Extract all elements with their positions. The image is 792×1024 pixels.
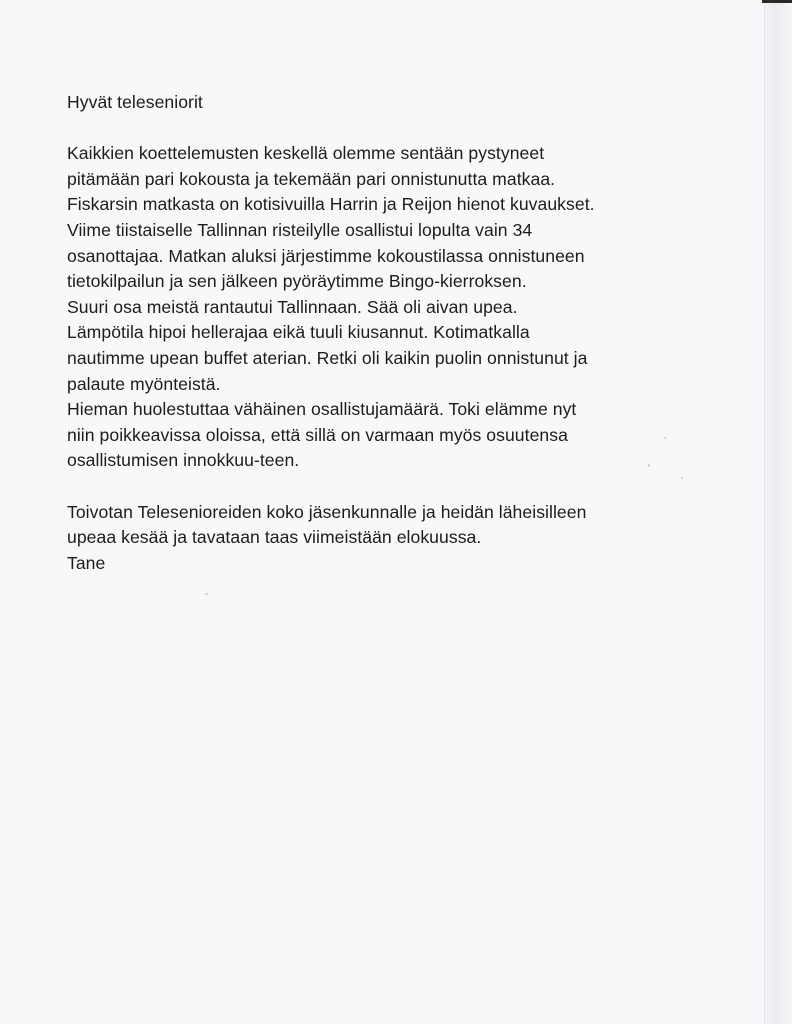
scan-speck [205, 593, 208, 595]
letter-body [67, 90, 707, 576]
scan-edge-shadow [764, 0, 792, 1024]
scan-speck [648, 464, 650, 467]
scan-speck [681, 477, 683, 479]
body-line: tietokilpailun ja sen jälkeen pyöräytimme Bingo-kierroksen. [67, 271, 527, 292]
closing-line: upeaa kesää ja tavataan taas viimeistään elokuussa. [67, 527, 482, 548]
body-line: Viime tiistaiselle Tallinnan risteilylle osallistui lopulta vain 34 [67, 219, 533, 240]
body-line: Fiskarsin matkasta on kotisivuilla Harrin ja Reijon hienot kuvaukset. [67, 194, 595, 215]
body-line: osanottajaa. Matkan aluksi järjestimme kokoustilassa onnistuneen [67, 245, 585, 266]
closing-line: Toivotan Telesenioreiden koko jäsenkunnalle ja heidän läheisilleen [67, 501, 587, 522]
body-line: pitämään pari kokousta ja tekemään pari onnistunutta matkaa. [67, 168, 556, 189]
body-line: niin poikkeavissa oloissa, että sillä on varmaan myös osuutensa [67, 424, 568, 445]
scan-speck [664, 437, 666, 439]
body-line: palaute myönteistä. [67, 373, 221, 394]
body-line: Kaikkien koettelemusten keskellä olemme sentään pystyneet [67, 143, 545, 164]
scan-corner-mark [762, 0, 792, 3]
body-line: Suuri osa meistä rantautui Tallinnaan. Sää oli aivan upea. [67, 296, 518, 317]
paragraph-gap [67, 474, 707, 500]
body-line: Hieman huolestuttaa vähäinen osallistujamäärä. Toki elämme nyt [67, 399, 577, 420]
letter-signature: Tane [67, 552, 106, 573]
letter-greeting: Hyvät teleseniorit [67, 92, 203, 112]
body-line: nautimme upean buffet aterian. Retki oli kaikin puolin onnistunut ja [67, 347, 588, 368]
body-line: Lämpötila hipoi hellerajaa eikä tuuli kiusannut. Kotimatkalla [67, 322, 530, 343]
body-line: osallistumisen innokkuu-teen. [67, 450, 300, 471]
scan-edge-line [764, 0, 765, 1024]
